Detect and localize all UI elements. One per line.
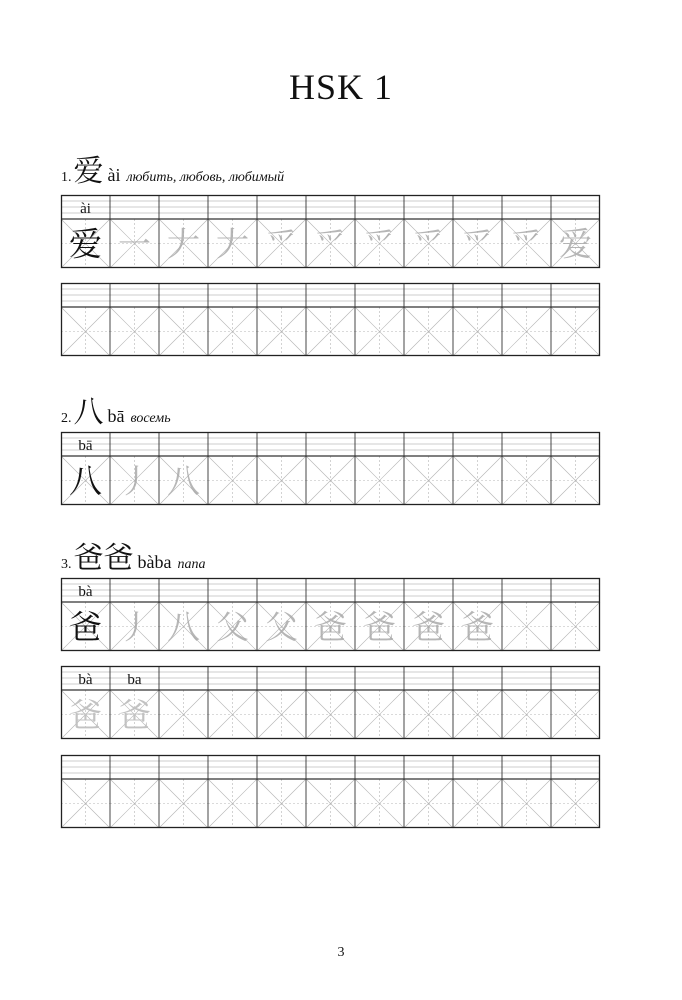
grid-lines	[61, 283, 600, 356]
trace-character: 爫	[412, 224, 445, 264]
entry-pinyin: ài	[107, 165, 121, 185]
trace-character: 爸	[314, 607, 347, 647]
trace-character: 爸	[363, 607, 396, 647]
model-character: 爸	[69, 607, 102, 647]
grid-lines	[61, 755, 600, 828]
trace-character: 一	[118, 224, 151, 264]
trace-character: 八	[167, 607, 200, 647]
trace-character: 爸	[118, 695, 151, 735]
pinyin-syllable: bà	[78, 584, 93, 600]
entry-pinyin: bàba	[137, 552, 172, 572]
model-character: 爱	[69, 224, 102, 264]
trace-character: 爫	[363, 224, 396, 264]
practice-grid	[61, 283, 601, 357]
practice-grid	[61, 432, 601, 506]
entry-meaning: любить, любовь, любимый	[126, 170, 285, 185]
practice-grid	[61, 578, 601, 652]
trace-character: 爸	[69, 695, 102, 735]
entry-heading-3	[61, 533, 205, 577]
trace-character: 爫	[265, 224, 298, 264]
trace-character: 八	[167, 461, 200, 501]
pinyin-syllable: ba	[127, 672, 142, 688]
entry-number: 1.	[61, 170, 72, 185]
trace-character: 𠂇	[216, 224, 249, 264]
entry-hanzi: 八	[73, 395, 104, 430]
pinyin-syllable: bā	[78, 438, 93, 454]
entry-heading-1	[61, 146, 284, 190]
trace-character: 爫	[314, 224, 347, 264]
page-title: HSK 1	[288, 67, 394, 107]
entry-meaning: восемь	[130, 411, 171, 426]
trace-character: 爸	[412, 607, 445, 647]
entry-meaning: папа	[177, 557, 206, 572]
practice-grid	[61, 755, 601, 829]
pinyin-syllable: bà	[78, 672, 93, 688]
trace-character: 丿	[118, 607, 151, 647]
page-number: 3	[337, 945, 345, 960]
trace-character: 父	[265, 607, 298, 647]
entry-number: 3.	[61, 557, 72, 572]
trace-character: 父	[216, 607, 249, 647]
practice-grid	[61, 666, 601, 740]
pinyin-syllable: ài	[80, 201, 91, 217]
entry-heading-2	[61, 387, 171, 431]
trace-character: 爫	[461, 224, 494, 264]
entry-hanzi: 爸爸	[73, 541, 134, 576]
entry-number: 2.	[61, 411, 72, 426]
trace-character: 𠂇	[167, 224, 200, 264]
entry-pinyin: bā	[107, 406, 125, 426]
entry-hanzi: 爱	[73, 154, 104, 189]
trace-character: 丿	[118, 461, 151, 501]
practice-grid	[61, 195, 601, 269]
trace-character: 爫	[510, 224, 543, 264]
model-character: 八	[69, 461, 102, 501]
trace-character: 爱	[559, 224, 592, 264]
trace-character: 爸	[461, 607, 494, 647]
